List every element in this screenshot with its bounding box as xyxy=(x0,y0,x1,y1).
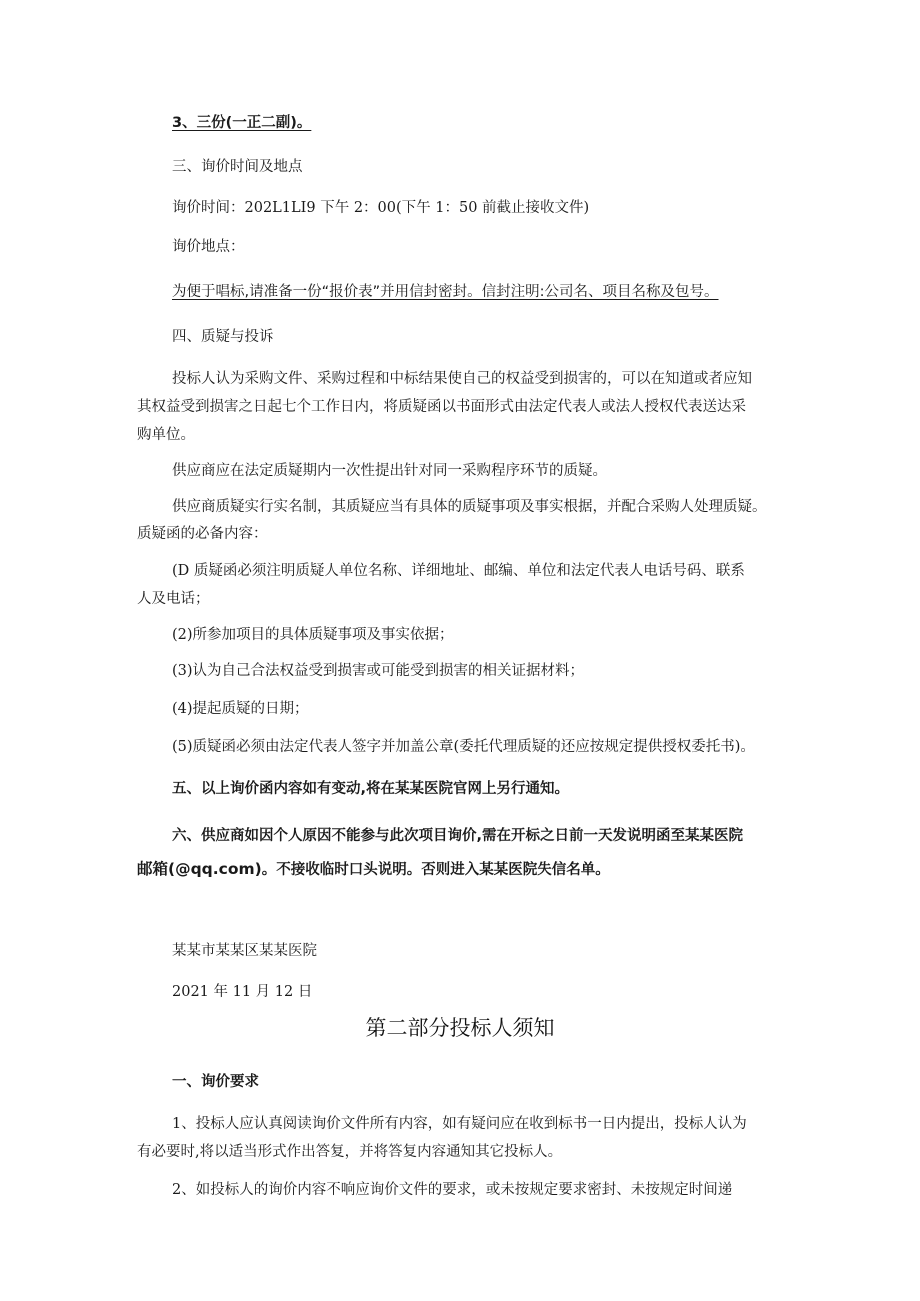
requirement-item-2: (2)所参加项目的具体质疑事项及事实依据； xyxy=(172,627,454,643)
requirement-item-1-line-2: 人及电话； xyxy=(137,591,210,607)
inquiry-requirement-2-line-1: 2、如投标人的询价内容不响应询价文件的要求，或未按规定要求密封、未按规定时间递 xyxy=(172,1182,733,1198)
complaint-paragraph-1-line-2: 其权益受到损害之日起七个工作日内，将质疑函以书面形式由法定代表人或法人授权代表送达采 xyxy=(137,399,746,415)
complaint-paragraph-3-line-2: 质疑函的必备内容： xyxy=(137,526,268,542)
complaint-paragraph-1-line-3: 购单位。 xyxy=(137,427,195,443)
complaint-paragraph-3-line-1: 供应商质疑实行实名制，其质疑应当有具体的质疑事项及事实根据，并配合采购人处理质疑。 xyxy=(172,499,767,515)
section-3-heading: 三、询价时间及地点 xyxy=(172,159,303,175)
inquiry-requirement-1-line-1: 1、投标人应认真阅读询价文件所有内容，如有疑问应在收到标书一日内提出，投标人认为 xyxy=(172,1116,747,1132)
requirement-item-5: (5)质疑函必须由法定代表人签字并加盖公章(委托代理质疑的还应按规定提供授权委托书)。 xyxy=(172,739,755,755)
part-2-section-1-heading: 一、询价要求 xyxy=(172,1074,259,1090)
complaint-paragraph-2: 供应商应在法定质疑期内一次性提出针对同一采购程序环节的质疑。 xyxy=(172,463,607,479)
part-2-title: 第二部分投标人须知 xyxy=(365,1016,555,1040)
section-6-line-1: 六、供应商如因个人原因不能参与此次项目询价,需在开标之日前一天发说明函至某某医院 xyxy=(172,828,744,844)
complaint-paragraph-1-line-1: 投标人认为采购文件、采购过程和中标结果使自己的权益受到损害的，可以在知道或者应知 xyxy=(172,371,752,387)
section-5: 五、以上询价函内容如有变动,将在某某医院官网上另行通知。 xyxy=(172,781,570,797)
section-6-line-2-rest: 。不接收临时口头说明。否则进入某某医院失信名单。 xyxy=(261,862,610,878)
inquiry-requirement-1-line-2: 有必要时,将以适当形式作出答复，并将答复内容通知其它投标人。 xyxy=(137,1144,563,1160)
inquiry-place: 询价地点： xyxy=(172,239,245,255)
requirement-item-3: (3)认为自己合法权益受到损害或可能受到损害的相关证据材料； xyxy=(172,663,585,679)
envelope-note: 为便于唱标,请准备一份“报价表”并用信封密封。信封注明:公司名、项目名称及包号。 xyxy=(172,284,719,300)
requirement-item-4: (4)提起质疑的日期； xyxy=(172,701,309,717)
inquiry-time: 询价时间：202L1LI9 下午 2：00(下午 1：50 前截止接收文件) xyxy=(172,200,590,216)
copies-line: 3、三份(一正二副)。 xyxy=(172,115,312,131)
requirement-item-1-line-1: (D 质疑函必须注明质疑人单位名称、详细地址、邮编、单位和法定代表人电话号码、联系 xyxy=(172,563,745,579)
signature-organization: 某某市某某区某某医院 xyxy=(172,943,317,959)
signature-date: 2021 年 11 月 12 日 xyxy=(172,984,313,1000)
contact-email: 邮箱(@qq.com) xyxy=(137,860,262,878)
section-4-heading: 四、质疑与投诉 xyxy=(172,329,274,345)
section-6-line-2 xyxy=(137,859,610,880)
